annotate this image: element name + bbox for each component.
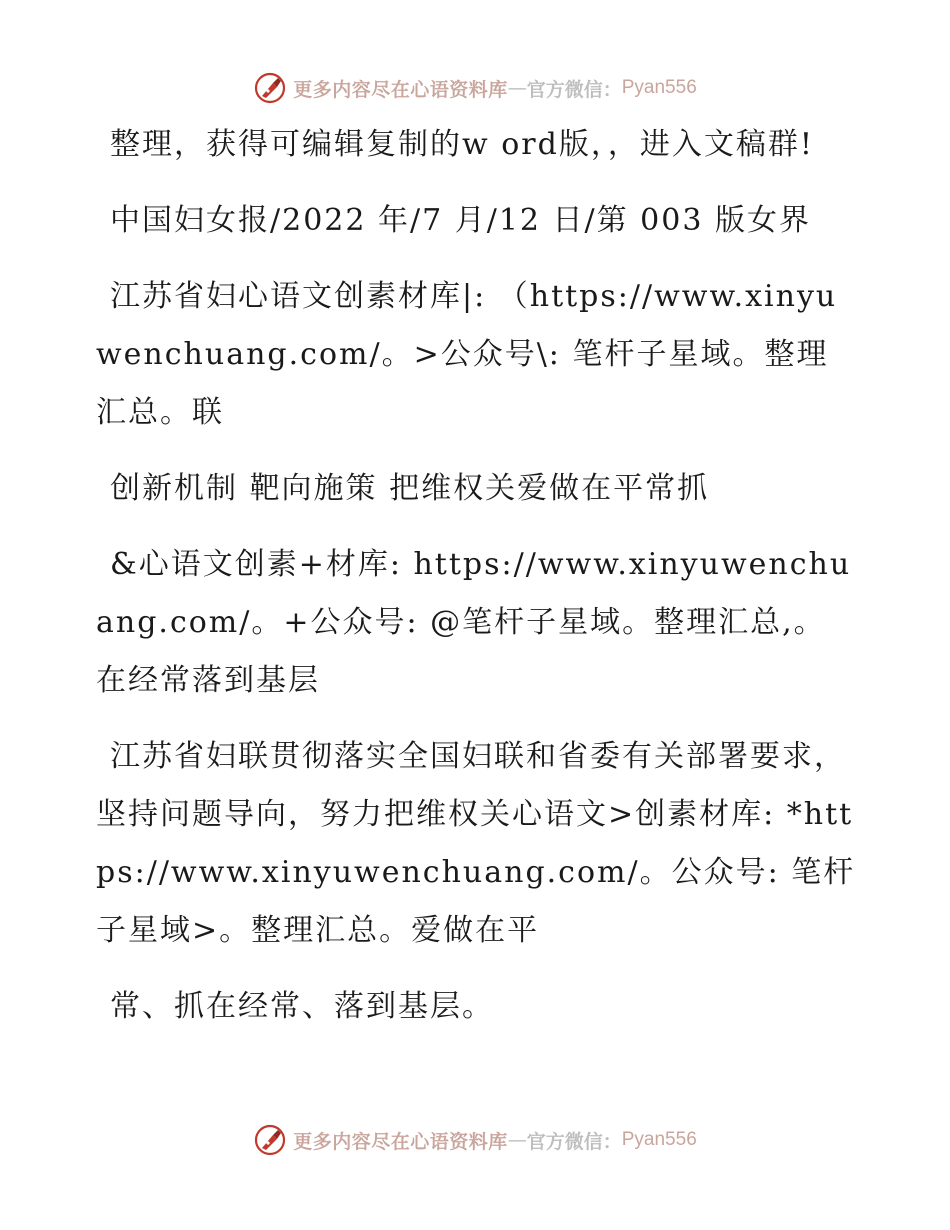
- footer-banner: [0, 1120, 950, 1160]
- banner-dash: —: [507, 77, 527, 99]
- paragraph-body-end: 常、抓在经常、落到基层。: [110, 989, 494, 1024]
- header-banner: [0, 68, 950, 108]
- paragraph-source-line: 中国妇女报/2022 年/7 月/12 日/第 003 版女界: [110, 203, 811, 238]
- paragraph-body: 江苏省妇联贯彻落实全国妇联和省委有关部署要求，坚持问题导向，努力把维权关心语文>创素材库: *https://www.xinyuwenchuang.com/。公众号: 笔杆子星域>。整理汇总。爱做在平: [96, 739, 856, 948]
- pen-nib-circle-icon: [253, 1123, 287, 1157]
- banner-wechat-label: 官方微信：: [526, 1130, 622, 1153]
- paragraph-intro: 整理，获得可编辑复制的w ord版，，进入文稿群!: [110, 127, 814, 162]
- banner-wechat-id: Pyan556: [621, 77, 697, 98]
- paragraph-watermark-2: &心语文创素+材库: https://www.xinyuwenchuang.com/。+公众号: @笔杆子星域。整理汇总,。在经常落到基层: [96, 547, 852, 698]
- paragraph-watermark-1: 江苏省妇心语文创素材库|: （https://www.xinyuwenchuang.com/。>公众号\: 笔杆子星域。整理汇总。联: [96, 279, 838, 430]
- article-headline: 创新机制 靶向施策 把维权关爱做在平常抓: [110, 471, 710, 506]
- banner-wechat-id: Pyan556: [621, 1129, 697, 1150]
- banner-wechat-label: 官方微信：: [526, 78, 622, 101]
- banner-main-text: 更多内容尽在心语资料库: [293, 78, 508, 101]
- banner-dash: —: [507, 1129, 527, 1151]
- pen-nib-circle-icon: [253, 71, 287, 105]
- document-body: [96, 112, 856, 1036]
- banner-main-text: 更多内容尽在心语资料库: [293, 1130, 508, 1153]
